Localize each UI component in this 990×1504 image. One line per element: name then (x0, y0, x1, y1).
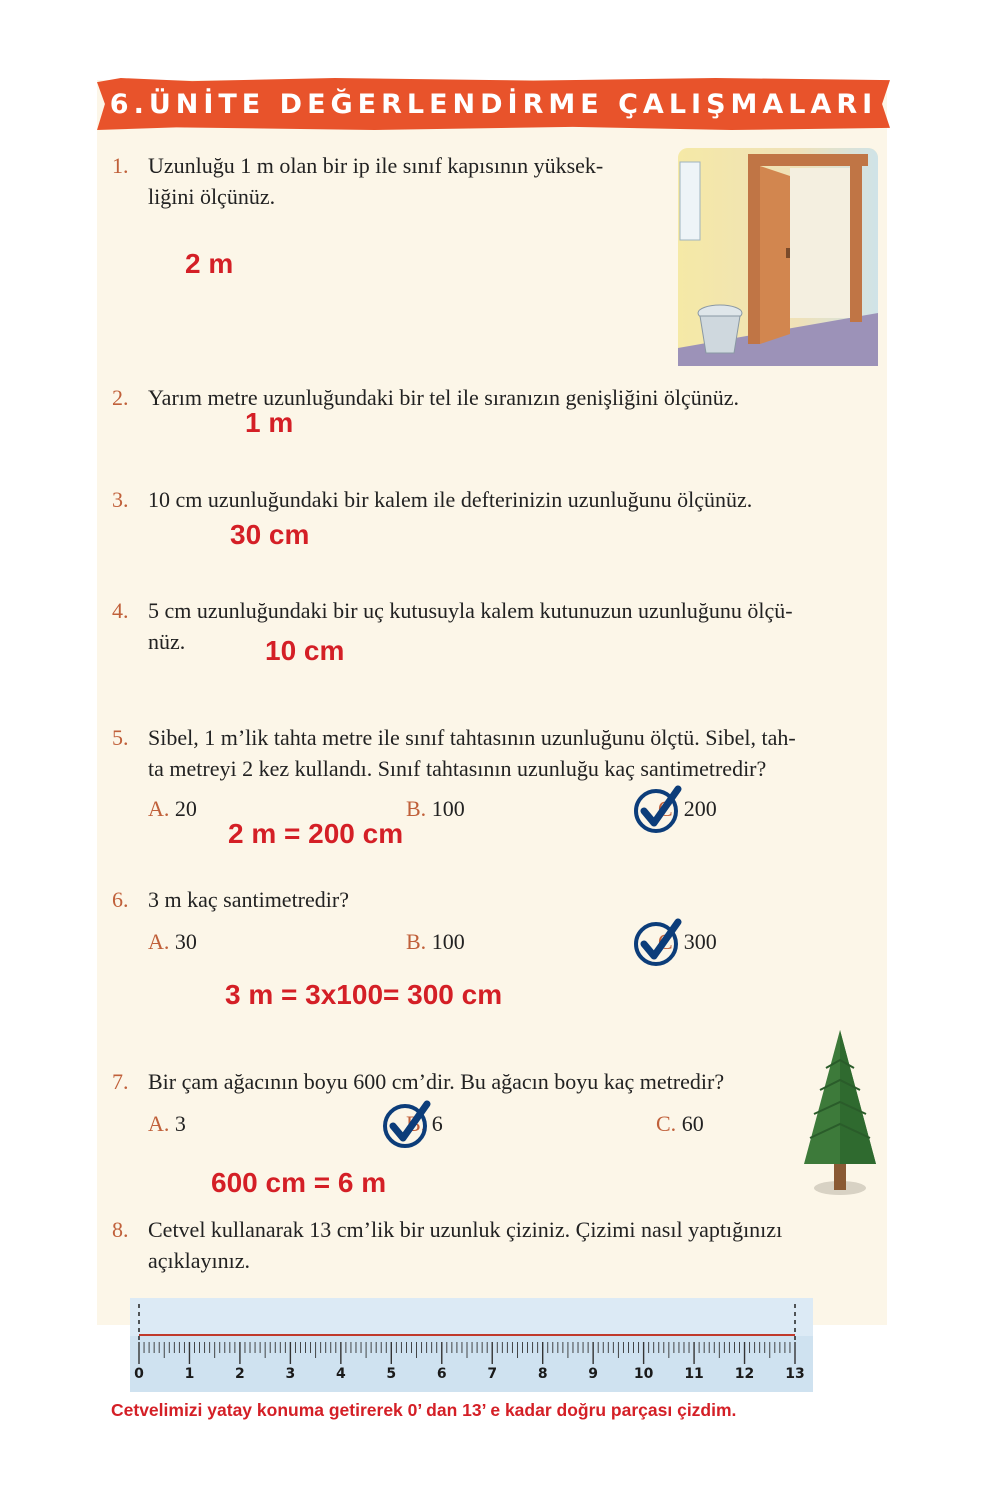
option-letter: A. (148, 929, 170, 954)
pine-tree-illustration (800, 1028, 880, 1198)
question-1-text-line-1: Uzunluğu 1 m olan bir ip ile sınıf kapısının yüksek- (148, 153, 604, 178)
question-3-text: 10 cm uzunluğundaki bir kalem ile defterinizin uzunluğunu ölçünüz. (148, 487, 753, 512)
question-1-answer: 2 m (185, 248, 234, 279)
option-letter: A. (148, 796, 170, 821)
question-8-number: 8. (112, 1217, 129, 1242)
question-7-answer: 600 cm = 6 m (211, 1167, 387, 1198)
question-3-answer: 30 cm (230, 519, 310, 550)
door-illustration (678, 148, 878, 366)
option-value: 100 (431, 929, 465, 954)
option-letter: B. (406, 929, 427, 954)
ruler-label: 13 (785, 1366, 805, 1382)
question-4-text-line-2: nüz. (148, 629, 186, 654)
ruler (130, 1298, 813, 1392)
question-7-text: Bir çam ağacının boyu 600 cm’dir. Bu ağacın boyu kaç metredir? (148, 1069, 725, 1094)
question-2-text: Yarım metre uzunluğundaki bir tel ile sıranızın genişliğini ölçünüz. (148, 385, 740, 410)
question-3-number: 3. (112, 487, 129, 512)
question-5-option-b[interactable] (406, 793, 465, 824)
page-title: 6.ÜNİTE DEĞERLENDİRME ÇALIŞMALARI (109, 88, 878, 120)
question-4-number: 4. (112, 598, 129, 623)
question-8-text-line-2: açıklayınız. (148, 1248, 251, 1273)
question-5-answer: 2 m = 200 cm (228, 818, 404, 849)
ruler-label: 6 (436, 1366, 447, 1382)
footer-note: Cetvelimizi yatay konuma getirerek 0’ dan 13’ e kadar doğru parçası çizdim. (111, 1400, 737, 1420)
ruler-label: 8 (537, 1366, 548, 1382)
ruler-label: 7 (487, 1366, 498, 1382)
question-6-option-a[interactable] (148, 926, 197, 957)
question-1-number: 1. (112, 153, 129, 178)
question-7-option-a[interactable] (148, 1108, 186, 1139)
question-1-text-line-2: liğini ölçünüz. (148, 184, 276, 209)
option-value: 6 (431, 1111, 443, 1136)
option-value: 20 (174, 796, 197, 821)
option-value: 100 (431, 796, 465, 821)
option-letter: A. (148, 1111, 170, 1136)
ruler-label: 11 (684, 1366, 704, 1382)
question-4-text-line-1: 5 cm uzunluğundaki bir uç kutusuyla kalem kutunuzun uzunluğunu ölçü- (148, 598, 793, 623)
question-7-number: 7. (112, 1069, 129, 1094)
checkmark-icon (632, 785, 684, 833)
ruler-label: 9 (588, 1366, 599, 1382)
ruler-label: 12 (734, 1366, 755, 1382)
option-value: 30 (174, 929, 197, 954)
option-letter: C. (658, 796, 679, 821)
option-value: 300 (683, 929, 717, 954)
checkmark-icon (632, 918, 684, 966)
question-5-text-line-2: ta metreyi 2 kez kullandı. Sınıf tahtasının uzunluğu kaç santimetredir? (148, 756, 767, 781)
ruler-label: 3 (285, 1366, 296, 1382)
option-value: 200 (683, 796, 717, 821)
question-7-option-c[interactable] (656, 1108, 704, 1139)
option-letter: C. (656, 1111, 677, 1136)
question-2-answer: 1 m (245, 407, 294, 438)
ruler-label: 1 (184, 1366, 195, 1382)
question-6-option-b[interactable] (406, 926, 465, 957)
question-5-option-a[interactable] (148, 793, 197, 824)
question-8-text-line-1: Cetvel kullanarak 13 cm’lik bir uzunluk çiziniz. Çizimi nasıl yaptığınızı (148, 1217, 783, 1242)
ruler-label: 10 (633, 1366, 654, 1382)
ruler-label: 4 (335, 1366, 346, 1382)
option-value: 60 (681, 1111, 704, 1136)
question-5-number: 5. (112, 725, 129, 750)
option-letter: B. (406, 796, 427, 821)
option-letter: B. (406, 1111, 427, 1136)
question-6-answer: 3 m = 3x100= 300 cm (225, 979, 503, 1010)
option-letter: C. (658, 929, 679, 954)
question-6-text: 3 m kaç santimetredir? (148, 887, 349, 912)
ruler-label: 2 (235, 1366, 245, 1382)
ruler-label: 0 (134, 1366, 144, 1382)
question-5-text-line-1: Sibel, 1 m’lik tahta metre ile sınıf tahtasının uzunluğunu ölçtü. Sibel, tah- (148, 725, 796, 750)
question-2-number: 2. (112, 385, 129, 410)
option-value: 3 (174, 1111, 186, 1136)
checkmark-icon (381, 1100, 433, 1148)
ruler-label: 5 (386, 1366, 397, 1382)
question-4-answer: 10 cm (265, 635, 345, 666)
question-6-number: 6. (112, 887, 129, 912)
